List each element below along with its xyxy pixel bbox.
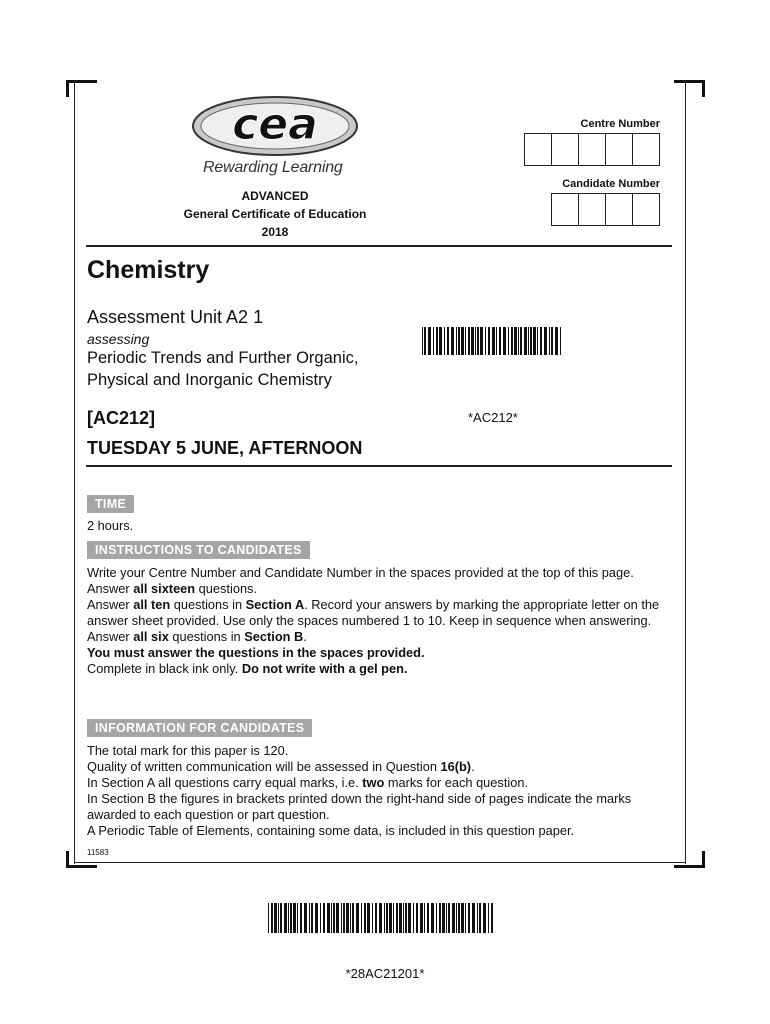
barcode-bar (461, 327, 464, 355)
paper-code: [AC212] (87, 408, 156, 428)
barcode-bar (472, 903, 475, 933)
instruction-line: Answer all six questions in Section B. (87, 629, 307, 644)
barcode-bar (488, 327, 490, 355)
information-line: In Section B the figures in brackets printed down the right-hand side of pages indicate the marks awarded to each question or part question. (87, 791, 632, 822)
barcode-bar (465, 327, 466, 355)
barcode-bar (320, 903, 321, 933)
information-text (87, 743, 667, 839)
cea-logo (190, 94, 360, 158)
barcode-bar (485, 327, 486, 355)
barcode-bar (288, 903, 289, 933)
qualification-level: ADVANCED (241, 189, 309, 203)
frame-bottom-rule (74, 862, 686, 863)
instruction-line: Write your Centre Number and Candidate Number in the spaces provided at the top of this page. (87, 565, 634, 580)
barcode-bar (442, 903, 445, 933)
instructions-heading: INSTRUCTIONS TO CANDIDATES (87, 541, 310, 559)
barcode-bottom (268, 903, 495, 933)
barcode-bar (346, 903, 349, 933)
barcode-bar (439, 327, 442, 355)
barcode-bar (424, 903, 425, 933)
barcode-bar (278, 903, 279, 933)
barcode-bar (268, 903, 269, 933)
barcode-bar (393, 903, 394, 933)
barcode-bar (352, 903, 354, 933)
barcode-top (422, 327, 563, 355)
barcode-bar (405, 903, 407, 933)
barcode-bar (399, 903, 402, 933)
centre-number-digit[interactable] (524, 133, 552, 166)
instruction-line: Answer all sixteen questions. (87, 581, 258, 596)
barcode-bar (560, 327, 561, 355)
candidate-number-digit[interactable] (605, 193, 633, 226)
barcode-bar (422, 327, 423, 355)
logo-tagline: Rewarding Learning (203, 159, 343, 176)
barcode-bar (375, 903, 377, 933)
candidate-number-digit[interactable] (551, 193, 579, 226)
barcode-bar (333, 903, 335, 933)
barcode-bar (483, 903, 486, 933)
barcode-bar (499, 327, 501, 355)
qualification-year: 2018 (261, 225, 289, 239)
centre-number-label: Centre Number (580, 118, 660, 130)
barcode-bar (290, 903, 292, 933)
barcode-bar (533, 327, 536, 355)
barcode-bar (361, 903, 362, 933)
barcode-bar (452, 903, 455, 933)
centre-number-digit[interactable] (578, 133, 606, 166)
barcode-bar (461, 903, 464, 933)
barcode-bar (537, 327, 538, 355)
barcode-bar (471, 327, 474, 355)
assessment-unit: Assessment Unit A2 1 (87, 307, 264, 327)
information-heading: INFORMATION FOR CANDIDATES (87, 719, 312, 737)
candidate-number-boxes[interactable] (552, 193, 660, 226)
instruction-line: Complete in black ink only. Do not write with a gel pen. (87, 661, 408, 676)
barcode-bar (403, 903, 404, 933)
barcode-bar (491, 903, 493, 933)
barcode-bar (331, 903, 332, 933)
barcode-bar (300, 903, 302, 933)
information-line: Quality of written communication will be assessed in Question 16(b). (87, 759, 475, 774)
barcode-bar (436, 327, 438, 355)
information-line: A Periodic Table of Elements, containing some data, is included in this question paper. (87, 823, 575, 838)
barcode-bar (528, 327, 529, 355)
instruction-line: You must answer the questions in the spaces provided. (87, 645, 425, 660)
barcode-bar (518, 327, 519, 355)
barcode-bar (389, 903, 392, 933)
barcode-bar (372, 903, 373, 933)
instruction-line: Answer all ten questions in Section A. Record your answers by marking the appropriate letter on the answer sheet provided. Use only the spaces numbered 1 to 10. Keep in sequence when answering. (87, 597, 660, 628)
svg-text:cea: cea (232, 99, 318, 150)
barcode-bar (311, 903, 313, 933)
barcode-bar (416, 903, 418, 933)
barcode-bar (304, 903, 307, 933)
candidate-number-label: Candidate Number (562, 178, 660, 190)
barcode-bar (524, 327, 527, 355)
barcode-bar (446, 903, 447, 933)
barcode-bar (297, 903, 298, 933)
barcode-bar (468, 327, 470, 355)
barcode-bar (496, 327, 497, 355)
barcode-bar (458, 327, 460, 355)
barcode-bar (350, 903, 351, 933)
barcode-bar (327, 903, 330, 933)
barcode-bar (386, 903, 388, 933)
barcode-bar (508, 327, 509, 355)
time-value: 2 hours. (87, 518, 134, 533)
barcode-bar (480, 327, 483, 355)
paper-number: 11583 (87, 848, 109, 857)
barcode-bar (424, 327, 426, 355)
barcode-bar (477, 327, 479, 355)
barcode-bar (520, 327, 522, 355)
barcode-bar (323, 903, 325, 933)
barcode-bar (488, 903, 489, 933)
barcode-bar (420, 903, 423, 933)
barcode-bar (465, 903, 466, 933)
barcode-bar (477, 903, 478, 933)
barcode-bar (439, 903, 441, 933)
barcode-bar (408, 903, 411, 933)
barcode-bar (284, 903, 287, 933)
barcode-bar (448, 903, 450, 933)
barcode-bar (551, 327, 553, 355)
barcode-bar (343, 903, 345, 933)
barcode-bar (503, 327, 506, 355)
barcode-bar (447, 327, 449, 355)
barcode-bar (456, 903, 457, 933)
centre-number-boxes[interactable] (525, 133, 660, 166)
barcode-bar (384, 903, 385, 933)
information-line: The total mark for this paper is 120. (87, 743, 289, 758)
barcode-text-top: *AC212* (468, 410, 518, 425)
title-rule (86, 465, 672, 467)
barcode-bar (336, 903, 339, 933)
barcode-bar (433, 327, 434, 355)
barcode-bar (271, 903, 273, 933)
barcode-bar (364, 903, 366, 933)
candidate-number-digit[interactable] (578, 193, 606, 226)
barcode-bar (549, 327, 550, 355)
candidate-number-digit[interactable] (632, 193, 660, 226)
barcode-text-bottom: *28AC21201* (345, 966, 425, 981)
barcode-bar (431, 903, 434, 933)
barcode-bar (514, 327, 517, 355)
barcode-bar (280, 903, 282, 933)
barcode-bar (427, 903, 429, 933)
instructions-text (87, 565, 667, 677)
barcode-bar (293, 903, 296, 933)
barcode-bar (356, 903, 359, 933)
barcode-bar (413, 903, 414, 933)
subject-title: Chemistry (87, 256, 210, 284)
barcode-bar (396, 903, 398, 933)
centre-number-digit[interactable] (551, 133, 579, 166)
barcode-bar (456, 327, 457, 355)
barcode-bar (458, 903, 460, 933)
qualification-name: General Certificate of Education (183, 207, 367, 221)
barcode-bar (468, 903, 470, 933)
barcode-bar (492, 327, 495, 355)
barcode-bar (367, 903, 370, 933)
barcode-bar (544, 327, 547, 355)
barcode-bar (511, 327, 513, 355)
topic-line-2: Physical and Inorganic Chemistry (87, 371, 332, 389)
assessing-label: assessing (87, 331, 150, 347)
centre-number-digit[interactable] (632, 133, 660, 166)
barcode-bar (451, 327, 454, 355)
header-rule (86, 245, 672, 247)
barcode-bar (315, 903, 318, 933)
barcode-bar (379, 903, 382, 933)
barcode-bar (555, 327, 558, 355)
barcode-bar (479, 903, 481, 933)
barcode-bar (341, 903, 342, 933)
barcode-bar (444, 327, 445, 355)
information-line: In Section A all questions carry equal marks, i.e. two marks for each question. (87, 775, 529, 790)
barcode-bar (428, 327, 431, 355)
barcode-bar (436, 903, 437, 933)
time-heading: TIME (87, 495, 134, 513)
barcode-bar (530, 327, 532, 355)
barcode-bar (475, 327, 476, 355)
barcode-bar (540, 327, 542, 355)
barcode-bar (274, 903, 277, 933)
exam-date: TUESDAY 5 JUNE, AFTERNOON (87, 438, 363, 458)
topic-line-1: Periodic Trends and Further Organic, (87, 349, 359, 367)
centre-number-digit[interactable] (605, 133, 633, 166)
barcode-bar (309, 903, 310, 933)
